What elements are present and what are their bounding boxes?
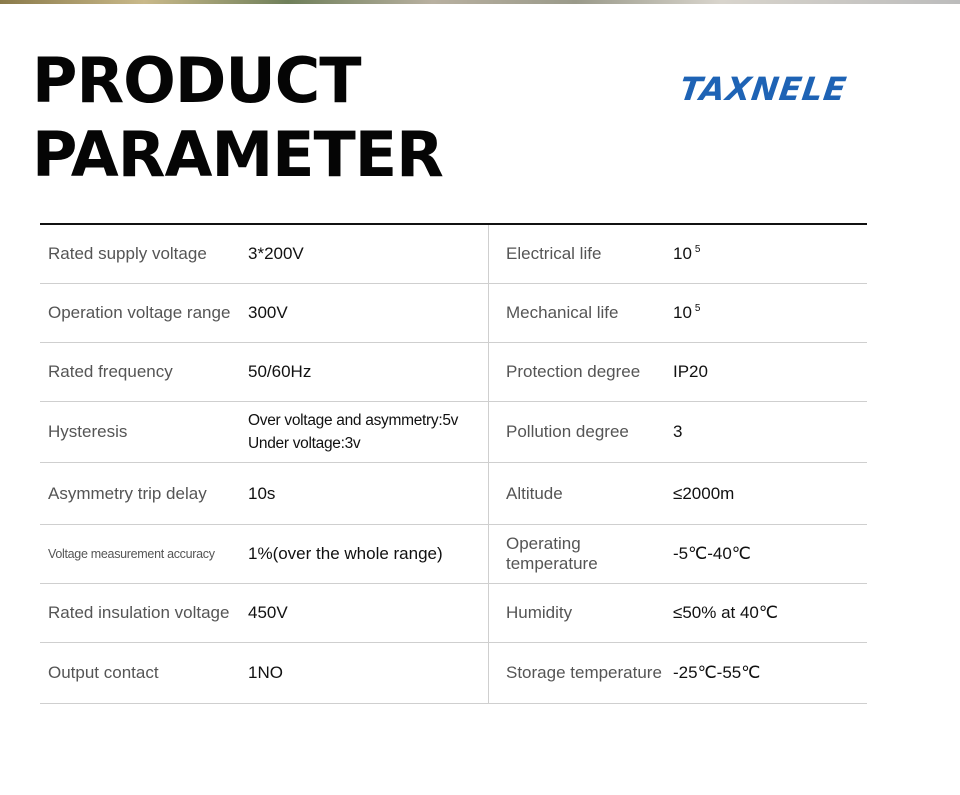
title-line-1: PRODUCT <box>32 44 361 117</box>
param-value: ≤50% at 40℃ <box>673 603 778 622</box>
param-value: 10s <box>248 483 276 503</box>
title-line-2: PARAMETER <box>32 118 443 191</box>
param-value: ≤2000m <box>673 483 735 503</box>
param-value: -5℃-40℃ <box>673 544 751 563</box>
param-label: Pollution degree <box>506 422 629 441</box>
param-value: 50/60Hz <box>248 362 312 381</box>
param-label: Protection degree <box>506 362 641 381</box>
param-value: -25℃-55℃ <box>673 663 761 682</box>
table-row <box>40 343 867 402</box>
param-label: Hysteresis <box>48 422 128 441</box>
param-label: Mechanical life <box>506 303 619 322</box>
param-label: Rated supply voltage <box>48 244 207 263</box>
param-value: 10 $^5$ <box>673 244 701 263</box>
table-row <box>40 463 867 525</box>
param-value: 1NO <box>248 663 283 682</box>
param-label: Asymmetry trip delay <box>48 483 207 503</box>
parameter-table <box>40 223 867 704</box>
param-label: Rated insulation voltage <box>48 603 230 622</box>
param-label: Humidity <box>506 603 573 622</box>
param-label: Rated frequency <box>48 362 173 381</box>
param-value: IP20 <box>673 362 708 381</box>
table-row <box>40 584 867 643</box>
param-value: 450V <box>248 603 288 622</box>
param-value: Over voltage and asymmetry:5v Under voltage:3v <box>248 412 459 452</box>
param-label: Output contact <box>48 663 159 682</box>
param-value: 300V <box>248 303 288 322</box>
param-label: Altitude <box>506 483 563 503</box>
param-label: Storage temperature <box>506 663 662 682</box>
param-value: 1%(over the whole range) <box>248 544 443 563</box>
table-row <box>40 284 867 343</box>
param-label: Voltage measurement accuracy <box>48 547 215 561</box>
param-value: 3*200V <box>248 244 304 263</box>
param-label: Electrical life <box>506 244 602 263</box>
param-label: Operation voltage range <box>48 303 231 322</box>
table-row <box>40 225 867 284</box>
table-row <box>40 402 867 463</box>
table-row <box>40 525 867 584</box>
page-title <box>32 44 443 192</box>
brand-logo: TAXNELE <box>677 70 850 108</box>
param-label: Operating temperature <box>506 534 598 573</box>
top-decorative-strip <box>0 0 960 4</box>
param-value: 10 $^5$ <box>673 303 701 322</box>
table-row <box>40 643 867 704</box>
param-value: 3 <box>673 422 683 441</box>
